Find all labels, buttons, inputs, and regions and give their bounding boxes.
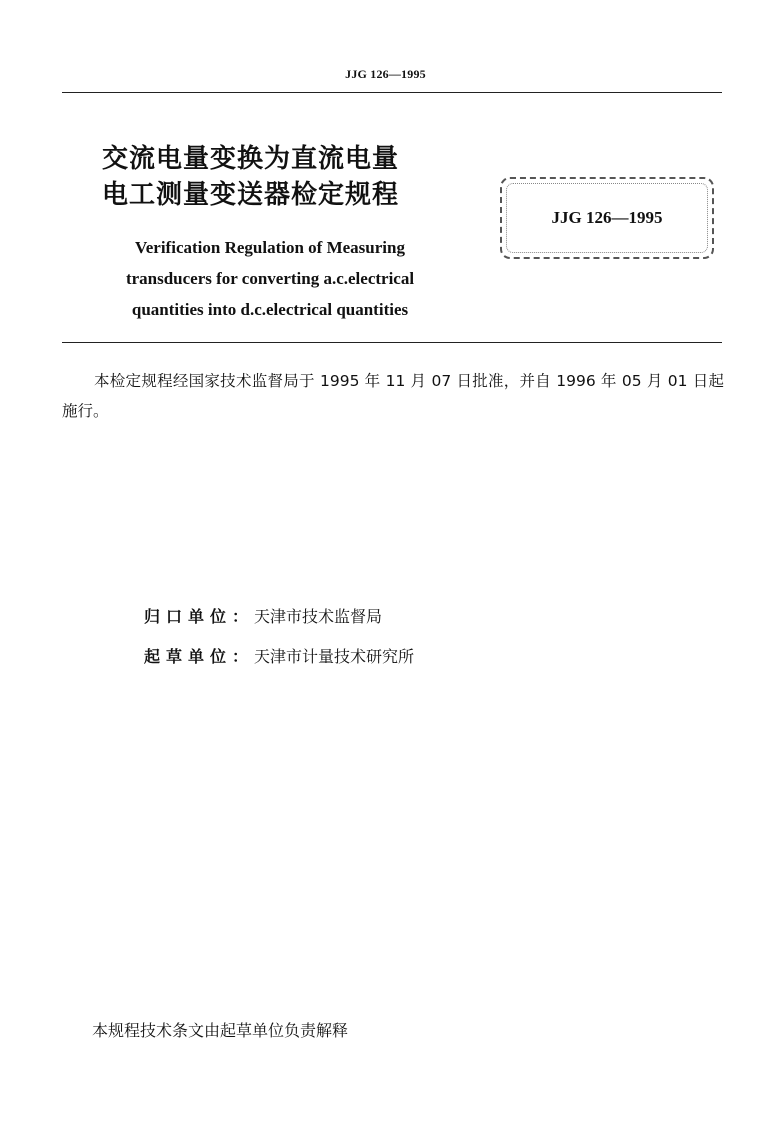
org-row-drafting [144,644,414,667]
title-chinese-line-1: 交流电量变换为直流电量 [102,144,400,174]
org-label-responsible: 归口单位： [144,607,255,626]
title-english [90,232,450,325]
org-row-responsible [144,604,382,627]
footer-note: 本规程技术条文由起草单位负责解释 [92,1021,349,1040]
org-value-drafting: 天津市计量技术研究所 [254,647,415,666]
org-label-drafting: 起草单位： [144,647,255,666]
code-box-text: JJG 126—1995 [551,208,663,227]
title-english-line-2: transducers for converting a.c.electrical [125,269,415,288]
code-box [500,177,714,259]
running-header-code: JJG 126—1995 [345,67,426,81]
approval-statement: 本检定规程经国家技术监督局于 1995 年 11 月 07 日批准，并自 1996 年 05 月 01 日起施行。 [62,372,724,420]
section-rule [62,342,722,343]
org-value-responsible: 天津市技术监督局 [254,607,383,626]
title-chinese-line-2: 电工测量变送器检定规程 [102,180,400,210]
header-rule [62,92,722,93]
title-english-line-3: quantities into d.c.electrical quantities [131,300,409,319]
title-english-line-1: Verification Regulation of Measuring [135,238,405,257]
